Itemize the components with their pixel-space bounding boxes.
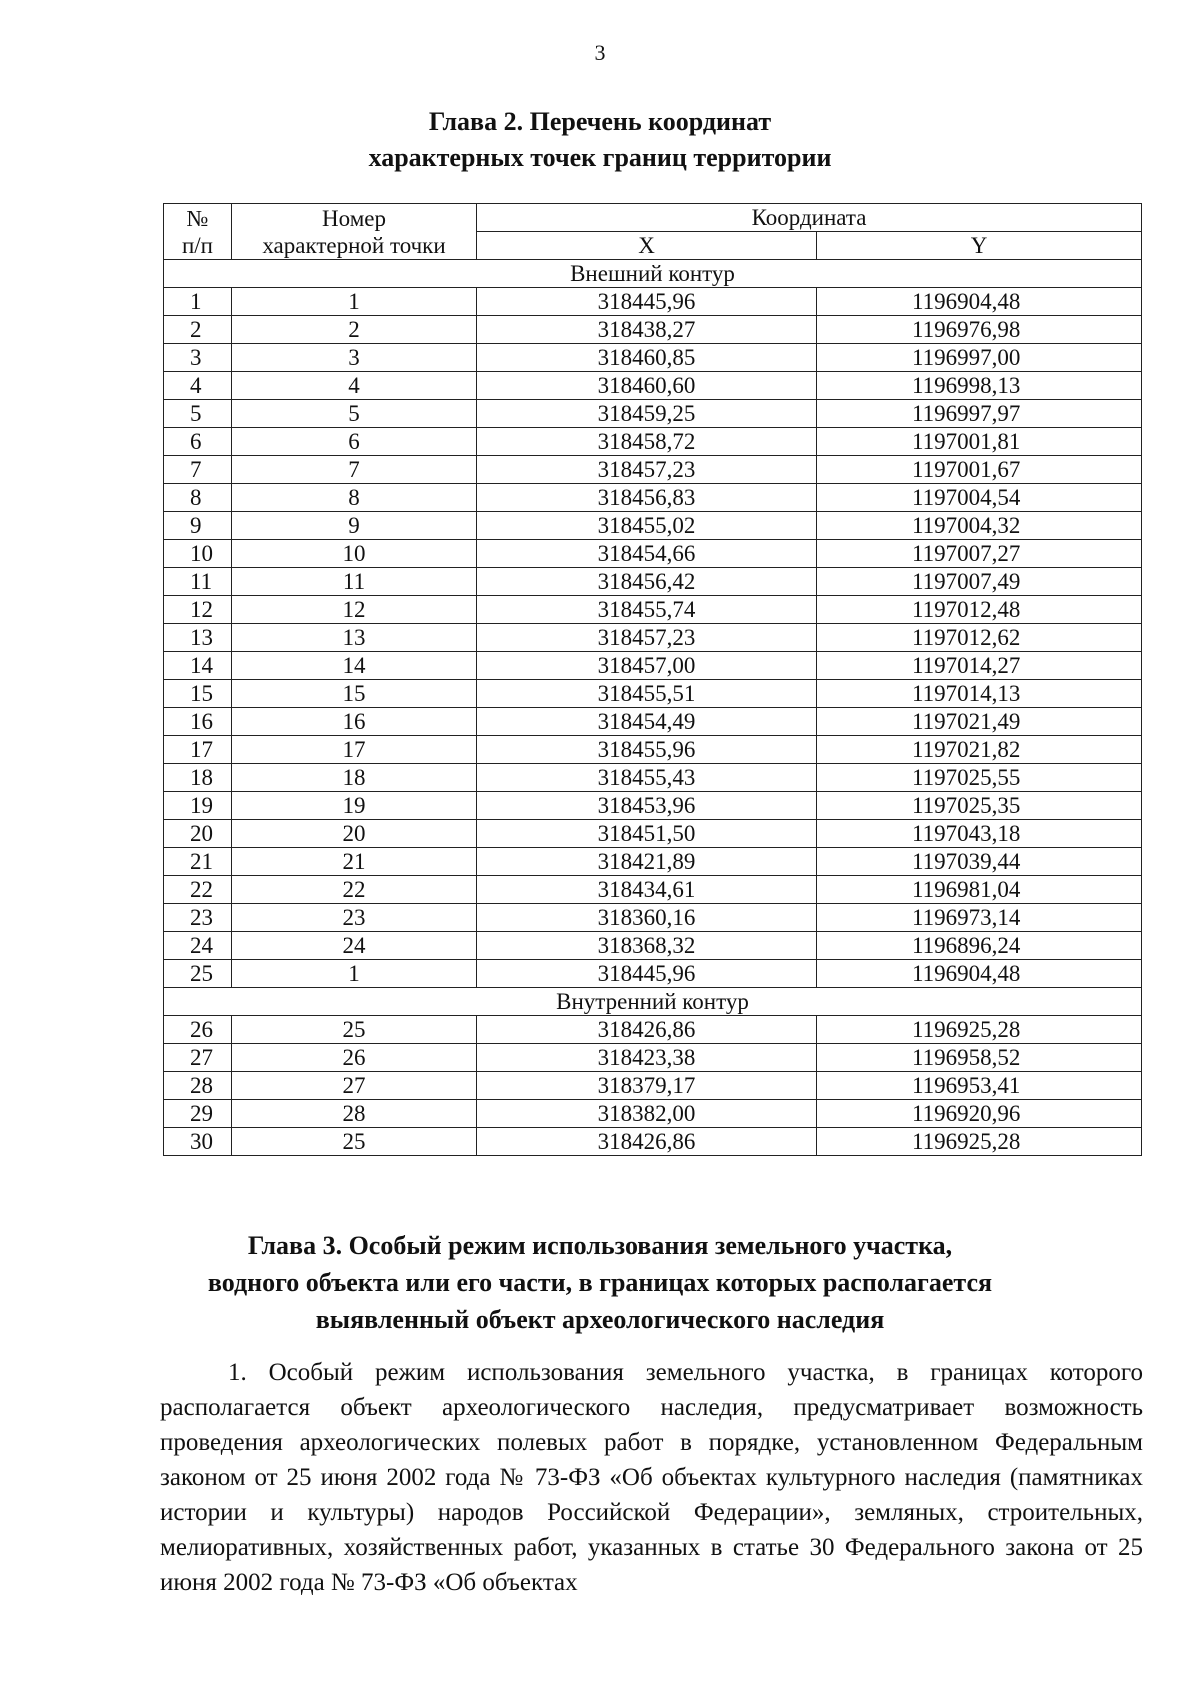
cell-point-number: 12: [232, 596, 477, 624]
cell-x: 318451,50: [477, 820, 817, 848]
table-body: [164, 260, 1142, 1156]
cell-row-number: 19: [164, 792, 232, 820]
table-row: [164, 456, 1142, 484]
cell-row-number: 10: [164, 540, 232, 568]
cell-y: 1197001,67: [817, 456, 1142, 484]
cell-x: 318458,72: [477, 428, 817, 456]
cell-x: 318438,27: [477, 316, 817, 344]
header-point-number-line-1: Номер: [322, 205, 386, 231]
cell-x: 318421,89: [477, 848, 817, 876]
cell-point-number: 8: [232, 484, 477, 512]
cell-x: 318454,49: [477, 708, 817, 736]
cell-x: 318423,38: [477, 1044, 817, 1072]
table-row: [164, 764, 1142, 792]
cell-x: 318459,25: [477, 400, 817, 428]
cell-row-number: 21: [164, 848, 232, 876]
cell-y: 1196925,28: [817, 1016, 1142, 1044]
table-row: [164, 428, 1142, 456]
header-coordinate: Координата: [477, 204, 1142, 232]
table-row: [164, 1128, 1142, 1156]
cell-x: 318379,17: [477, 1072, 817, 1100]
cell-point-number: 10: [232, 540, 477, 568]
cell-row-number: 17: [164, 736, 232, 764]
cell-point-number: 7: [232, 456, 477, 484]
cell-x: 318460,85: [477, 344, 817, 372]
cell-x: 318368,32: [477, 932, 817, 960]
page-number: 3: [594, 40, 606, 65]
table-row: [164, 904, 1142, 932]
cell-y: 1196904,48: [817, 960, 1142, 988]
cell-x: 318445,96: [477, 960, 817, 988]
table-row: [164, 960, 1142, 988]
cell-row-number: 15: [164, 680, 232, 708]
cell-x: 318426,86: [477, 1016, 817, 1044]
cell-x: 318455,74: [477, 596, 817, 624]
header-row-number-line-1: №: [186, 205, 209, 231]
header-point-number-line-2: характерной точки: [262, 232, 446, 258]
cell-point-number: 20: [232, 820, 477, 848]
cell-x: 318457,23: [477, 624, 817, 652]
chapter-3-title-line-1: Глава 3. Особый режим использования земельного участка,: [247, 1231, 953, 1260]
cell-point-number: 2: [232, 316, 477, 344]
cell-y: 1196896,24: [817, 932, 1142, 960]
header-y: Y: [817, 232, 1142, 260]
cell-row-number: 25: [164, 960, 232, 988]
cell-x: 318454,66: [477, 540, 817, 568]
cell-point-number: 22: [232, 876, 477, 904]
table-row: [164, 708, 1142, 736]
coordinates-table: [163, 203, 1142, 1156]
table-row: [164, 1072, 1142, 1100]
cell-row-number: 5: [164, 400, 232, 428]
table-row: [164, 400, 1142, 428]
section-row: [164, 260, 1142, 288]
cell-y: 1197021,82: [817, 736, 1142, 764]
cell-point-number: 9: [232, 512, 477, 540]
cell-x: 318457,00: [477, 652, 817, 680]
cell-x: 318456,83: [477, 484, 817, 512]
cell-y: 1197007,49: [817, 568, 1142, 596]
cell-row-number: 6: [164, 428, 232, 456]
cell-row-number: 2: [164, 316, 232, 344]
cell-row-number: 8: [164, 484, 232, 512]
cell-y: 1196920,96: [817, 1100, 1142, 1128]
cell-x: 318453,96: [477, 792, 817, 820]
cell-y: 1197039,44: [817, 848, 1142, 876]
cell-row-number: 11: [164, 568, 232, 596]
cell-row-number: 30: [164, 1128, 232, 1156]
chapter-2-title-line-2: характерных точек границ территории: [368, 143, 832, 172]
cell-row-number: 23: [164, 904, 232, 932]
cell-point-number: 4: [232, 372, 477, 400]
header-point-number: [232, 204, 477, 260]
chapter-2-title: [0, 104, 1200, 176]
cell-row-number: 27: [164, 1044, 232, 1072]
chapter-3-title-line-3: выявленный объект археологического наследия: [315, 1305, 885, 1334]
table-row: [164, 736, 1142, 764]
table-row: [164, 372, 1142, 400]
table-row: [164, 820, 1142, 848]
cell-y: 1197004,54: [817, 484, 1142, 512]
table-row: [164, 652, 1142, 680]
table-row: [164, 512, 1142, 540]
body-paragraph: [160, 1355, 1143, 1600]
cell-point-number: 28: [232, 1100, 477, 1128]
cell-point-number: 24: [232, 932, 477, 960]
table-row: [164, 1100, 1142, 1128]
cell-y: 1197012,62: [817, 624, 1142, 652]
cell-row-number: 16: [164, 708, 232, 736]
cell-point-number: 18: [232, 764, 477, 792]
cell-point-number: 26: [232, 1044, 477, 1072]
table-row: [164, 540, 1142, 568]
cell-x: 318455,43: [477, 764, 817, 792]
cell-x: 318445,96: [477, 288, 817, 316]
table-row: [164, 1044, 1142, 1072]
cell-row-number: 28: [164, 1072, 232, 1100]
cell-row-number: 24: [164, 932, 232, 960]
cell-point-number: 27: [232, 1072, 477, 1100]
cell-point-number: 19: [232, 792, 477, 820]
table-row: [164, 932, 1142, 960]
cell-point-number: 11: [232, 568, 477, 596]
cell-y: 1196981,04: [817, 876, 1142, 904]
cell-y: 1196976,98: [817, 316, 1142, 344]
cell-row-number: 9: [164, 512, 232, 540]
cell-y: 1197001,81: [817, 428, 1142, 456]
cell-row-number: 3: [164, 344, 232, 372]
cell-x: 318360,16: [477, 904, 817, 932]
section-row: [164, 988, 1142, 1016]
cell-x: 318382,00: [477, 1100, 817, 1128]
header-row-number: [164, 204, 232, 260]
chapter-3-title: [0, 1227, 1200, 1338]
cell-point-number: 25: [232, 1016, 477, 1044]
cell-row-number: 29: [164, 1100, 232, 1128]
cell-row-number: 20: [164, 820, 232, 848]
cell-row-number: 18: [164, 764, 232, 792]
table-row: [164, 624, 1142, 652]
cell-y: 1197012,48: [817, 596, 1142, 624]
cell-y: 1196997,00: [817, 344, 1142, 372]
cell-point-number: 3: [232, 344, 477, 372]
cell-x: 318455,51: [477, 680, 817, 708]
cell-y: 1197025,55: [817, 764, 1142, 792]
cell-y: 1197043,18: [817, 820, 1142, 848]
cell-point-number: 13: [232, 624, 477, 652]
chapter-3-title-line-2: водного объекта или его части, в границах которых располагается: [207, 1268, 993, 1297]
cell-row-number: 14: [164, 652, 232, 680]
table-row: [164, 848, 1142, 876]
table-row: [164, 288, 1142, 316]
paragraph-1: 1. Особый режим использования земельного участка, в границах которого располагается объект археологического наследия, предусматривает возможность проведения археологических полевых работ в порядке, установленном Федеральным законом от 25 июня 2002 года № 73-ФЗ «Об объектах культурного наследия (памятниках истории и культуры) народов Российской Федерации», земляных, строительных, мелиоративных, хозяйственных работ, указанных в статье 30 Федерального закона от 25 июня 2002 года № 73-ФЗ «Об объектах: [160, 1359, 1143, 1596]
cell-y: 1197007,27: [817, 540, 1142, 568]
table-row: [164, 792, 1142, 820]
cell-x: 318460,60: [477, 372, 817, 400]
cell-y: 1196958,52: [817, 1044, 1142, 1072]
cell-point-number: 16: [232, 708, 477, 736]
cell-y: 1196973,14: [817, 904, 1142, 932]
header-x: X: [477, 232, 817, 260]
cell-y: 1196925,28: [817, 1128, 1142, 1156]
chapter-2-title-line-1: Глава 2. Перечень координат: [428, 107, 772, 136]
table-row: [164, 484, 1142, 512]
section-title: Внешний контур: [164, 260, 1142, 288]
table-row: [164, 1016, 1142, 1044]
cell-y: 1197014,27: [817, 652, 1142, 680]
cell-y: 1196953,41: [817, 1072, 1142, 1100]
table-row: [164, 680, 1142, 708]
cell-point-number: 25: [232, 1128, 477, 1156]
header-row-number-line-2: п/п: [181, 232, 213, 258]
cell-x: 318434,61: [477, 876, 817, 904]
cell-y: 1197021,49: [817, 708, 1142, 736]
cell-y: 1197025,35: [817, 792, 1142, 820]
cell-y: 1196904,48: [817, 288, 1142, 316]
table-row: [164, 876, 1142, 904]
cell-point-number: 21: [232, 848, 477, 876]
cell-row-number: 12: [164, 596, 232, 624]
cell-row-number: 22: [164, 876, 232, 904]
cell-point-number: 1: [232, 288, 477, 316]
cell-x: 318455,96: [477, 736, 817, 764]
cell-row-number: 7: [164, 456, 232, 484]
cell-y: 1197004,32: [817, 512, 1142, 540]
cell-point-number: 17: [232, 736, 477, 764]
cell-x: 318426,86: [477, 1128, 817, 1156]
table-row: [164, 596, 1142, 624]
cell-x: 318456,42: [477, 568, 817, 596]
cell-y: 1196997,97: [817, 400, 1142, 428]
cell-row-number: 13: [164, 624, 232, 652]
cell-y: 1197014,13: [817, 680, 1142, 708]
cell-point-number: 15: [232, 680, 477, 708]
cell-point-number: 14: [232, 652, 477, 680]
cell-row-number: 26: [164, 1016, 232, 1044]
cell-row-number: 1: [164, 288, 232, 316]
cell-point-number: 23: [232, 904, 477, 932]
cell-x: 318455,02: [477, 512, 817, 540]
cell-row-number: 4: [164, 372, 232, 400]
cell-point-number: 1: [232, 960, 477, 988]
cell-x: 318457,23: [477, 456, 817, 484]
cell-point-number: 6: [232, 428, 477, 456]
table-row: [164, 316, 1142, 344]
cell-point-number: 5: [232, 400, 477, 428]
table-row: [164, 344, 1142, 372]
table-row: [164, 568, 1142, 596]
cell-y: 1196998,13: [817, 372, 1142, 400]
section-title: Внутренний контур: [164, 988, 1142, 1016]
